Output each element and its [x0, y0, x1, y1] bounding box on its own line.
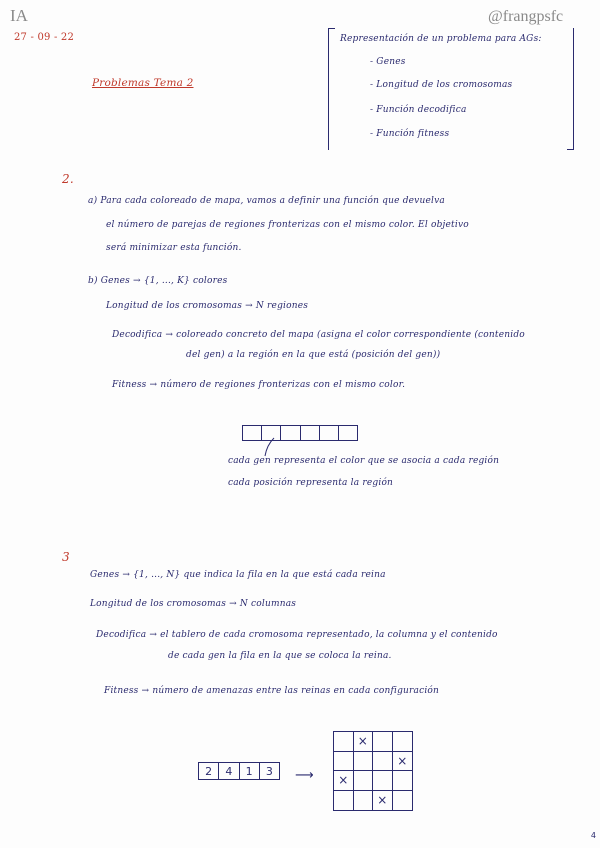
- summary-item: - Función decodifica: [370, 105, 467, 115]
- problem-2-genes: b) Genes → {1, ..., K} colores: [88, 276, 228, 286]
- problem-3-fitness: Fitness → número de amenazas entre las reinas en cada configuración: [104, 686, 440, 696]
- board-square: [393, 771, 413, 791]
- gene-cell: [243, 426, 262, 440]
- problem-3-longitud: Longitud de los cromosomas → N columnas: [90, 599, 297, 609]
- gene-cell: [320, 426, 339, 440]
- header-left-tag: IA: [10, 6, 28, 25]
- board-square: ×: [393, 752, 413, 772]
- problem-2-longitud: Longitud de los cromosomas → N regiones: [106, 301, 309, 311]
- queens-board: [333, 731, 413, 811]
- board-square: [354, 752, 374, 772]
- board-square: [373, 771, 393, 791]
- summary-item: - Genes: [370, 57, 406, 67]
- problem-2-fitness: Fitness → número de regiones fronterizas con el mismo color.: [112, 380, 406, 390]
- summary-item: - Longitud de los cromosomas: [370, 80, 513, 90]
- problem-3-genes: Genes → {1, ..., N} que indica la fila en la que está cada reina: [90, 570, 386, 580]
- board-square: [373, 732, 393, 752]
- board-square: [354, 791, 374, 811]
- problem-3-decodifica: de cada gen la fila en la que se coloca la reina.: [168, 651, 392, 661]
- arrow-icon: ⟶: [295, 768, 314, 783]
- gene-cell: 4: [219, 763, 239, 779]
- board-square: [334, 752, 354, 772]
- problem-2-decodifica: Decodifica → coloreado concreto del mapa (asigna el color correspondiente (contenido: [112, 330, 525, 340]
- gene-cell: [339, 426, 357, 440]
- problem-2-decodifica: del gen) a la región en la que está (posición del gen)): [186, 350, 441, 360]
- problem-3-chromosome: [198, 762, 280, 780]
- board-square: [334, 732, 354, 752]
- problem-2-line: el número de parejas de regiones fronterizas con el mismo color. El objetivo: [106, 220, 469, 230]
- problem-3-decodifica: Decodifica → el tablero de cada cromosoma representado, la columna y el contenido: [96, 630, 498, 640]
- board-square: ×: [373, 791, 393, 811]
- problem-2-note: cada posición representa la región: [228, 478, 394, 488]
- page-corner-mark: 4: [590, 831, 596, 840]
- problem-2-line: a) Para cada coloreado de mapa, vamos a definir una función que devuelva: [88, 196, 445, 206]
- problem-3-number: 3: [62, 550, 70, 564]
- board-square: [373, 752, 393, 772]
- summary-item: - Función fitness: [370, 129, 450, 139]
- date: 27 - 09 - 22: [14, 32, 75, 43]
- header-right-tag: @frangpsfc: [488, 8, 564, 25]
- gene-cell: 1: [240, 763, 260, 779]
- board-square: [393, 791, 413, 811]
- board-square: [393, 732, 413, 752]
- board-square: ×: [334, 771, 354, 791]
- problem-2-chromosome: [242, 425, 358, 441]
- board-square: [334, 791, 354, 811]
- gene-cell: 2: [199, 763, 219, 779]
- note-arrow: [262, 436, 282, 458]
- page-title: Problemas Tema 2: [92, 77, 194, 89]
- problem-2-note: cada gen representa el color que se asocia a cada región: [228, 456, 500, 466]
- gene-cell: [301, 426, 320, 440]
- problem-2-line: será minimizar esta función.: [106, 243, 242, 253]
- board-square: [354, 771, 374, 791]
- summary-heading: Representación de un problema para AGs:: [340, 34, 542, 44]
- gene-cell: 3: [265, 764, 273, 778]
- board-square: ×: [354, 732, 374, 752]
- problem-2-number: 2.: [62, 172, 74, 186]
- gene-cell: [281, 426, 300, 440]
